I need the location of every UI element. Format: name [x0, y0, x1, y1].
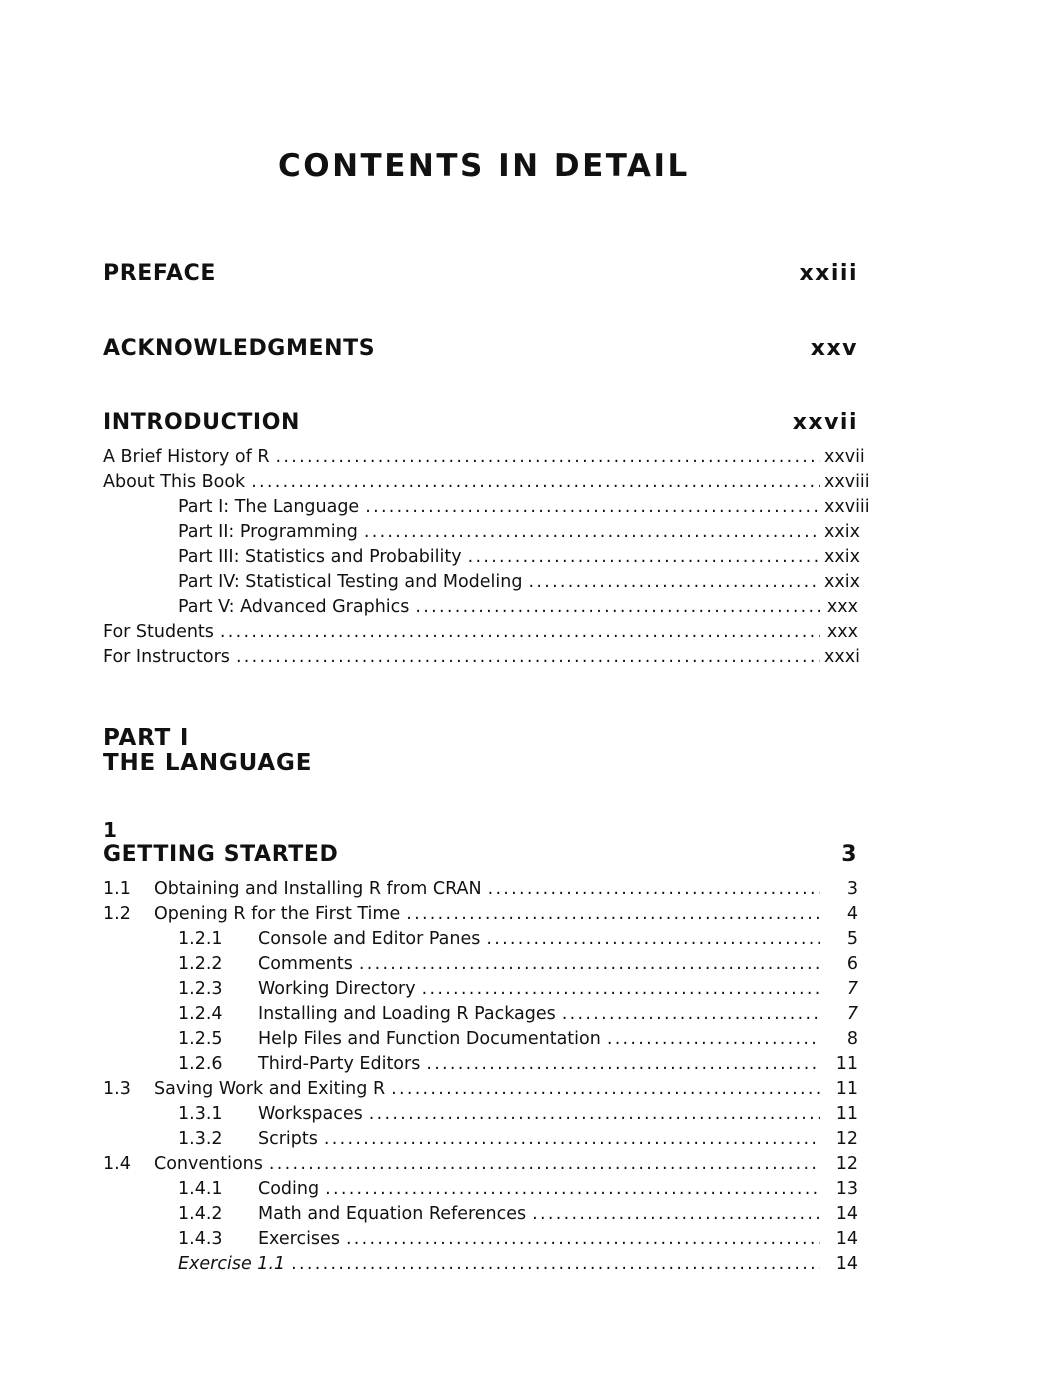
dot-leader [415, 595, 820, 620]
toc-entry[interactable] [103, 877, 858, 902]
toc-entry[interactable] [103, 1102, 858, 1127]
toc-entry-title: Saving Work and Exiting R [154, 1079, 386, 1099]
toc-entry-title: Exercises [258, 1229, 340, 1249]
toc-entry-page: 12 [835, 1154, 858, 1174]
toc-entry-page: 13 [835, 1179, 858, 1199]
toc-entry-title: Part V: Advanced Graphics [178, 597, 410, 617]
dot-leader [406, 902, 820, 927]
toc-entry[interactable] [103, 620, 858, 645]
toc-entry[interactable] [103, 927, 858, 952]
dot-leader [488, 877, 820, 902]
page-title: CONTENTS IN DETAIL [278, 148, 690, 184]
dot-leader [236, 645, 820, 670]
toc-entry[interactable] [103, 570, 858, 595]
section-number: 1.2 [103, 904, 131, 924]
toc-entry-title: About This Book [103, 472, 246, 492]
toc-entry-page: xxviii [824, 497, 870, 517]
toc-entry[interactable] [103, 1127, 858, 1152]
section-number: 1.3 [103, 1079, 131, 1099]
dot-leader [468, 545, 820, 570]
section-number: 1.4.3 [178, 1229, 223, 1249]
chapter-page: 3 [841, 842, 858, 867]
chapter-number: 1 [103, 818, 117, 842]
dot-leader [251, 470, 820, 495]
toc-entry-acknowledgments[interactable] [103, 336, 858, 362]
toc-entry-page: xxxi [824, 647, 860, 667]
toc-entry-title: Part IV: Statistical Testing and Modeling [178, 572, 523, 592]
toc-entry-page: xxix [824, 547, 860, 567]
toc-entry-title: Coding [258, 1179, 320, 1199]
dot-leader [426, 1052, 820, 1077]
chapter-heading[interactable] [103, 842, 858, 868]
toc-entry-title: INTRODUCTION [103, 410, 301, 435]
section-number: 1.2.4 [178, 1004, 223, 1024]
dot-leader [359, 952, 820, 977]
section-number: 1.2.6 [178, 1054, 223, 1074]
toc-entry[interactable] [103, 952, 858, 977]
section-number: 1.2.2 [178, 954, 223, 974]
toc-entry-title: Part II: Programming [178, 522, 358, 542]
dot-leader [562, 1002, 820, 1027]
toc-entry-title: Obtaining and Installing R from CRAN [154, 879, 482, 899]
toc-entry-introduction[interactable] [103, 410, 858, 436]
toc-entry-title: Working Directory [258, 979, 416, 999]
toc-entry-page: xxvii [792, 410, 858, 435]
toc-entry-title: Part III: Statistics and Probability [178, 547, 462, 567]
dot-leader [269, 1152, 820, 1177]
toc-entry-title: Console and Editor Panes [258, 929, 481, 949]
toc-entry-title: Scripts [258, 1129, 318, 1149]
dot-leader [532, 1202, 820, 1227]
dot-leader [276, 445, 821, 470]
toc-entry-page: 7 [846, 979, 858, 999]
toc-entry[interactable] [103, 1077, 858, 1102]
toc-entry-page: 11 [835, 1079, 858, 1099]
toc-entry-page: 11 [835, 1054, 858, 1074]
toc-entry-page: 5 [846, 929, 858, 949]
toc-entry-title: Exercise 1.1 [178, 1254, 286, 1274]
section-number: 1.4 [103, 1154, 131, 1174]
toc-entry[interactable] [103, 495, 870, 520]
toc-entry-page: xxx [826, 622, 858, 642]
introduction-entries [103, 445, 870, 670]
toc-entry-exercise[interactable] [103, 1252, 858, 1277]
toc-entry[interactable] [103, 1202, 858, 1227]
toc-entry-page: 11 [835, 1104, 858, 1124]
toc-entry-title: Comments [258, 954, 353, 974]
toc-entry[interactable] [103, 645, 858, 670]
toc-entry-title: Workspaces [258, 1104, 363, 1124]
toc-entry-page: xxix [824, 522, 860, 542]
toc-entry-page: xxvii [824, 447, 865, 467]
toc-entry-title: ACKNOWLEDGMENTS [103, 336, 376, 361]
toc-entry-title: For Instructors [103, 647, 230, 667]
toc-entry-page: xxiii [799, 261, 858, 286]
toc-entry[interactable] [103, 545, 858, 570]
dot-leader [220, 620, 820, 645]
toc-entry-page: 14 [835, 1204, 858, 1224]
part-label: PART I [103, 725, 190, 751]
section-number: 1.2.1 [178, 929, 223, 949]
toc-entry-page: 8 [846, 1029, 858, 1049]
section-number: 1.4.2 [178, 1204, 223, 1224]
toc-entry-page: 3 [846, 879, 858, 899]
toc-entry-page: 4 [846, 904, 858, 924]
toc-entry[interactable] [103, 1152, 858, 1177]
toc-entry-title: Opening R for the First Time [154, 904, 401, 924]
toc-entry[interactable] [103, 1002, 858, 1027]
toc-entry-page: 14 [835, 1229, 858, 1249]
toc-entry-title: Conventions [154, 1154, 263, 1174]
toc-entry[interactable] [103, 595, 858, 620]
toc-entry-preface[interactable] [103, 261, 858, 287]
toc-entry-title: Help Files and Function Documentation [258, 1029, 601, 1049]
dot-leader [528, 570, 820, 595]
toc-entry-title: Math and Equation References [258, 1204, 527, 1224]
toc-entry-title: PREFACE [103, 261, 216, 286]
section-number: 1.3.2 [178, 1129, 223, 1149]
dot-leader [324, 1127, 820, 1152]
dot-leader [291, 1252, 820, 1277]
dot-leader [422, 977, 820, 1002]
dot-leader [486, 927, 820, 952]
toc-entry[interactable] [103, 1052, 858, 1077]
toc-entry[interactable] [103, 520, 858, 545]
toc-entry-title: Installing and Loading R Packages [258, 1004, 556, 1024]
toc-entry-page: xxx [826, 597, 858, 617]
toc-entry[interactable] [103, 1027, 858, 1052]
toc-entry[interactable] [103, 977, 858, 1002]
section-number: 1.3.1 [178, 1104, 223, 1124]
toc-entry[interactable] [103, 445, 865, 470]
toc-entry-page: 6 [846, 954, 858, 974]
section-number: 1.4.1 [178, 1179, 223, 1199]
toc-entry[interactable] [103, 1227, 858, 1252]
dot-leader [364, 520, 820, 545]
dot-leader [365, 495, 820, 520]
part-title: THE LANGUAGE [103, 750, 313, 776]
toc-entry[interactable] [103, 470, 870, 495]
toc-entry-title: A Brief History of R [103, 447, 270, 467]
toc-entry-title: Part I: The Language [178, 497, 360, 517]
dot-leader [369, 1102, 820, 1127]
dot-leader [391, 1077, 820, 1102]
section-number: 1.2.3 [178, 979, 223, 999]
toc-entry-page: 12 [835, 1129, 858, 1149]
toc-entry-title: Third-Party Editors [258, 1054, 421, 1074]
toc-entry-page: 14 [835, 1254, 858, 1274]
dot-leader [607, 1027, 820, 1052]
chapter-entries [103, 877, 858, 1277]
dot-leader [325, 1177, 820, 1202]
section-number: 1.2.5 [178, 1029, 223, 1049]
toc-entry-page: 7 [846, 1004, 858, 1024]
toc-entry[interactable] [103, 902, 858, 927]
toc-entry-page: xxix [824, 572, 860, 592]
toc-entry-title: For Students [103, 622, 214, 642]
chapter-title: GETTING STARTED [103, 842, 339, 867]
toc-entry-page: xxv [810, 336, 858, 361]
toc-entry-page: xxviii [824, 472, 870, 492]
section-number: 1.1 [103, 879, 131, 899]
toc-entry[interactable] [103, 1177, 858, 1202]
dot-leader [346, 1227, 820, 1252]
